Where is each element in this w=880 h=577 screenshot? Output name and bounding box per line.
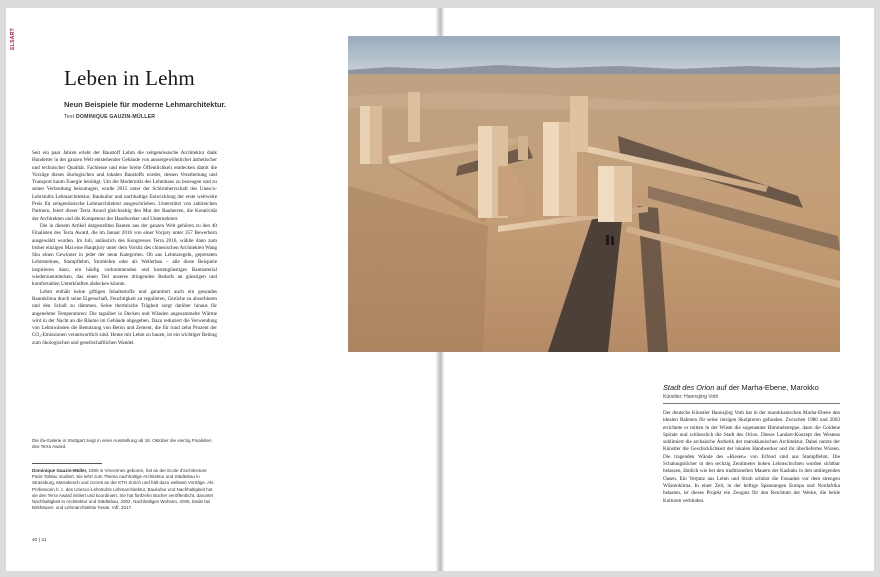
caption-body: Der deutsche Künstler Hannsjörg Voth hat in der marokkanischen Marha-Ebene den idealen Rahmen für seine riesigen Skulpturen gefunden. Zwischen 1980 und 2003 errichtete er mitten in der Wüste die sogenannte Himmelstreppe, dann die Goldene Spirale und schliesslich die Stadt des Orion. Dieses Landart-Konzept des Westens sublimiert die archaische Ästhetik der marokkanischen Architektur. Dabei nutzte der Künstler die Geschicklichkeit der lokalen Handwerker und ihr überliefertes Wissen. Die tragenden Wände des «Riesen» von Erfoud sind aus Stampflehm. Die Schalungslöcher in den sechzig Zentimeter hohen Lehmschichten wurden sichtbar belassen, ähnlich wie bei den traditionellen Mauern der Kasbahs in den umliegenden Oasen. Ein Verputz aus Lehm und Stroh schützt die Fassaden vor dem strengen Wüstenklima. In einer Zeit, in der heftige Spannungen Europa und Nordafrika belasten, ist dieses Projekt ein Zeugnis für den Reichtum der Werke, die beide Kulturen verbinden. [663, 410, 840, 504]
bio-text: 1960 in Vincennes geboren, hat an der Ecole d'architecture Paris-Tolbiac studiert. Sie lehrt zum Thema nachhaltige Architektur und Städtebau in Strassburg, Marrakesch und zurzeit an der ETH Zürich und hält dazu weltweit Vorträge. Als Professorin h. c. des Unesco-Lehrstuhls Lehmarchitektur, Baukultur und Nachhaltigkeit hat sie den Terra Award initiiert und koordiniert. Sie hat fünfzehn Bücher veröffentlicht, darunter Nachhaltigkeit in Architektur und Städtebau, 2002, Nachhaltiges Wohnen, 2006, beide bei Birkhäuser, und Lehmarchitektur heute, Vdf, 2017. [32, 468, 214, 511]
bio-name: Dominique Gauzin-Müller, [32, 468, 88, 473]
bio-divider [32, 463, 102, 464]
author-bio [32, 468, 217, 511]
byline-prefix: Text [64, 114, 75, 120]
caption-divider [663, 403, 840, 404]
body-paragraph: Die in diesem Artikel dargestellten Bauten aus der ganzen Welt gehören zu den 40 Finalisten des Terra Award, die im Januar 2016 von einer Vorjury unter 357 Bewerbern ausgewählt wurden. Im Juli, anlässlich des Kongresses Terra 2016, wählte dann zum bisher einzigen Mal eine Hauptjury unter dem Vorsitz des chinesischen Architekten Wang Shu einen Gewinner in jeder der neun Kategorien. Ob aus Lehmziegeln, gepressten Lehmsteinen, Stampflehm, Strohlehm oder als Wellerbau – alle diese Beispiele inspirieren dazu, ein häufig vorkommenden und kostengünstiges Baumaterial wiederzuentdecken, das einen Teil unseres dringenden Bedarfs an günstigen und komfortablen Unterkünften abdecken könnte. [32, 222, 217, 288]
desert-sculpture-photo [348, 36, 840, 352]
caption-location: auf der Marha-Ebene, Marokko [714, 383, 819, 392]
article-subtitle: Neun Beispiele für moderne Lehmarchitektur. [64, 100, 227, 109]
article-body [32, 150, 217, 347]
caption-work-title: Stadt des Orion [663, 383, 715, 392]
photo-illustration [348, 36, 840, 352]
section-tag: ELSART [10, 28, 16, 50]
byline [64, 114, 155, 120]
body-paragraph: Seit ein paar Jahren erlebt der Baustoff Lehm die zeitgenössische Architektur dank Hunderter in der ganzen Welt entstehender Gebäude von aussergewöhnlicher ästhetischer und technischer Qualität. Fachleute und eine breite Öffentlichkeit entdecken damit die Vorzüge dieses ökologischen und lokalen Baustoffs wieder, dessen Verarbeitung und Transport kaum Energie benötigt. Um die Modernität des Lehmbaus zu bezeugen und zu seiner Verbreitung beizutragen, wurde 2015 unter der Schirmherrschaft des Unesco-Lehrstuhls Lehmarchitektur, Baukultur und nachhaltige Entwicklung der erste weltweite Preis für zeitgenössische Lehmarchitektur ausgeschrieben. Unterstützt von zahlreichen Partnern, feiert dieser Terra Award gleichzeitig den Mut der Bauherren, die Kreativität der Architekten und die Kompetenz der Handwerker und Unternehmer. [32, 150, 217, 222]
body-paragraph: Lehm enthält keine giftigen Inhaltsstoffe und garantiert auch ein gesundes Raumklima durch seine Eigenschaft, Feuchtigkeit zu regulieren, Gerüche zu absorbieren und den Schall zu dämmen. Seine thermische Trägheit sorgt darüber hinaus für angenehme Temperaturen: Die tagsüber in Decken und Wänden angesammelte Wärme wird in der Nacht an die Räume im Gebäude abgegeben. Dazu reduziert die Verwendung von Lehmwänden die Benutzung von Beton und Zement, die für rund zehn Prozent der CO₂-Emissionen verantwortlich sind. Heute mit Lehm zu bauen, ist ein wichtiger Beitrag zum ökologischen und gesellschaftlichen Wandel. [32, 288, 217, 346]
exhibition-note: Die ifa-Galerie in Stuttgart zeigt in einer Ausstellung ab 18. Oktober die vierzig Finalisten des Terra Award. [32, 438, 212, 450]
article-title: Leben in Lehm [64, 66, 195, 90]
photo-caption-credit: Künstler: Hannsjörg Voth [663, 394, 719, 400]
photo-caption-title [663, 383, 843, 392]
byline-author: DOMINIQUE GAUZIN-MÜLLER [75, 114, 156, 120]
page-numbers: 40 | 41 [32, 538, 47, 543]
